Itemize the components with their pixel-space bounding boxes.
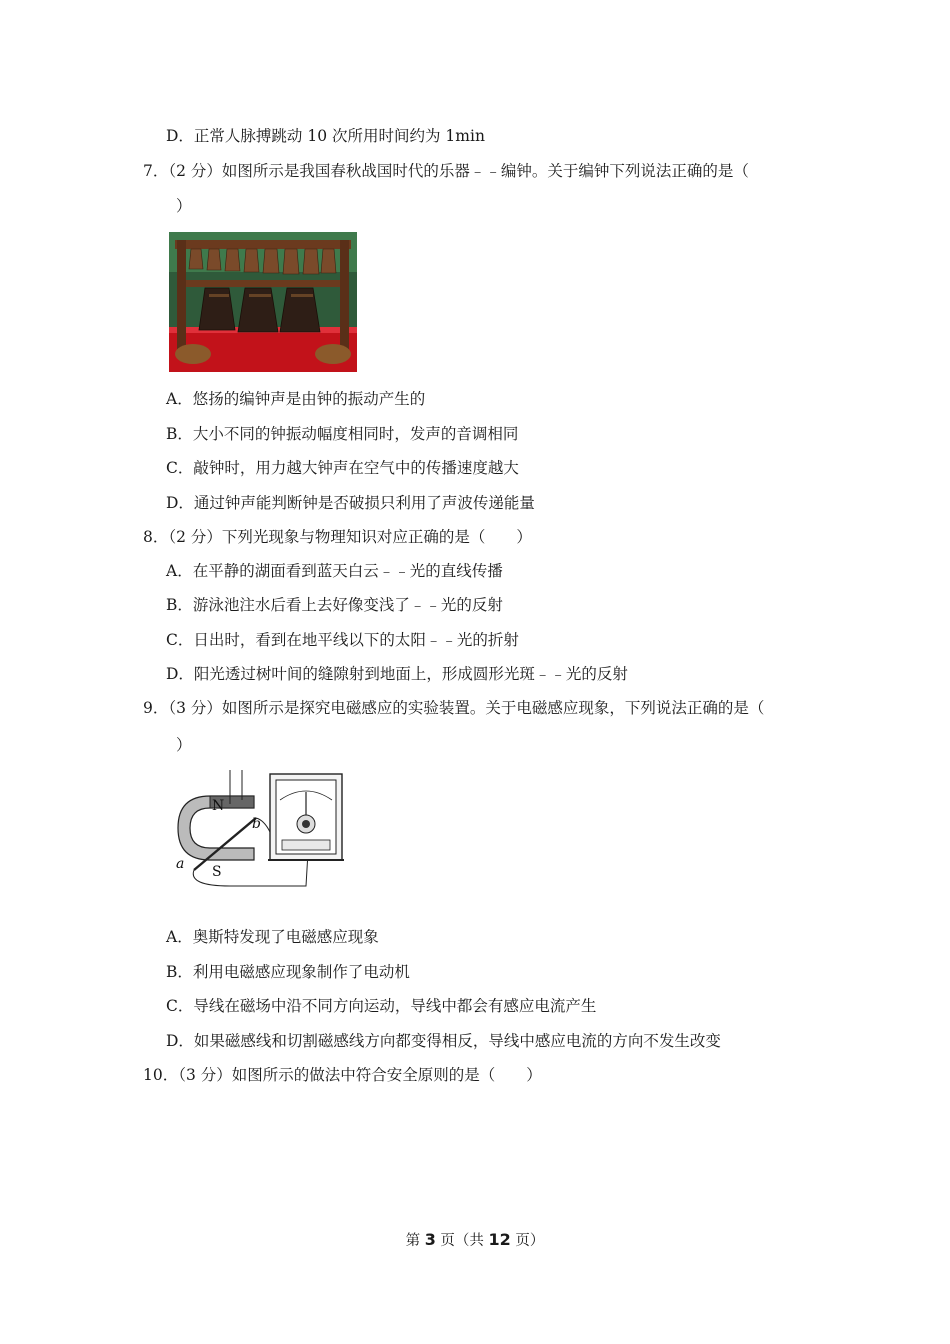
q10-stem: 10．（3 分）如图所示的做法中符合安全原则的是（ ）	[143, 1066, 542, 1084]
magnet-label-s: S	[212, 864, 222, 880]
conductor-ab	[194, 818, 256, 870]
footer-total-pages: 12	[488, 1230, 511, 1249]
q7-option-d: D．通过钟声能判断钟是否破损只利用了声波传递能量	[166, 494, 535, 512]
page-footer	[0, 1229, 950, 1250]
footer-middle: 页（共	[435, 1233, 489, 1249]
q8-stem: 8．（2 分）下列光现象与物理知识对应正确的是（ ）	[143, 528, 532, 546]
q9-stem-close: ）	[176, 736, 192, 754]
q7-option-c: C．敲钟时，用力越大钟声在空气中的传播速度越大	[166, 459, 519, 477]
bianzhong-illustration	[169, 232, 357, 372]
bianzhong-photo	[169, 232, 357, 372]
footer-page-number: 3	[424, 1230, 436, 1249]
q8-option-c: C．日出时，看到在地平线以下的太阳﹣﹣光的折射	[166, 631, 519, 649]
footer-suffix: 页）	[510, 1233, 545, 1249]
wire-label-b: b	[252, 816, 261, 832]
q7-stem: 7．（2 分）如图所示是我国春秋战国时代的乐器﹣﹣编钟。关于编钟下列说法正确的是（	[143, 162, 749, 180]
q9-option-b: B．利用电磁感应现象制作了电动机	[166, 963, 410, 981]
q7-option-b: B．大小不同的钟振动幅度相同时，发声的音调相同	[166, 425, 519, 443]
q7-option-a: A．悠扬的编钟声是由钟的振动产生的	[166, 390, 426, 408]
wire-label-a: a	[176, 856, 185, 872]
q6-option-d: D．正常人脉搏跳动 10 次所用时间约为 1min	[166, 127, 485, 145]
q8-option-d: D．阳光透过树叶间的缝隙射到地面上，形成圆形光斑﹣﹣光的反射	[166, 665, 628, 683]
q9-option-a: A．奥斯特发现了电磁感应现象	[166, 928, 379, 946]
magnet-label-n: N	[212, 798, 225, 814]
footer-prefix: 第	[405, 1233, 425, 1249]
q7-stem-close: ）	[176, 197, 192, 215]
q9-option-c: C．导线在磁场中沿不同方向运动，导线中都会有感应电流产生	[166, 997, 597, 1015]
q9-stem: 9．（3 分）如图所示是探究电磁感应的实验装置。关于电磁感应现象，下列说法正确的是（	[143, 699, 765, 717]
induction-apparatus-figure	[170, 770, 350, 892]
induction-diagram	[170, 770, 350, 892]
q8-option-a: A．在平静的湖面看到蓝天白云﹣﹣光的直线传播	[166, 562, 503, 580]
q9-option-d: D．如果磁感线和切割磁感线方向都变得相反，导线中感应电流的方向不发生改变	[166, 1032, 721, 1050]
q8-option-b: B．游泳池注水后看上去好像变浅了﹣﹣光的反射	[166, 596, 503, 614]
